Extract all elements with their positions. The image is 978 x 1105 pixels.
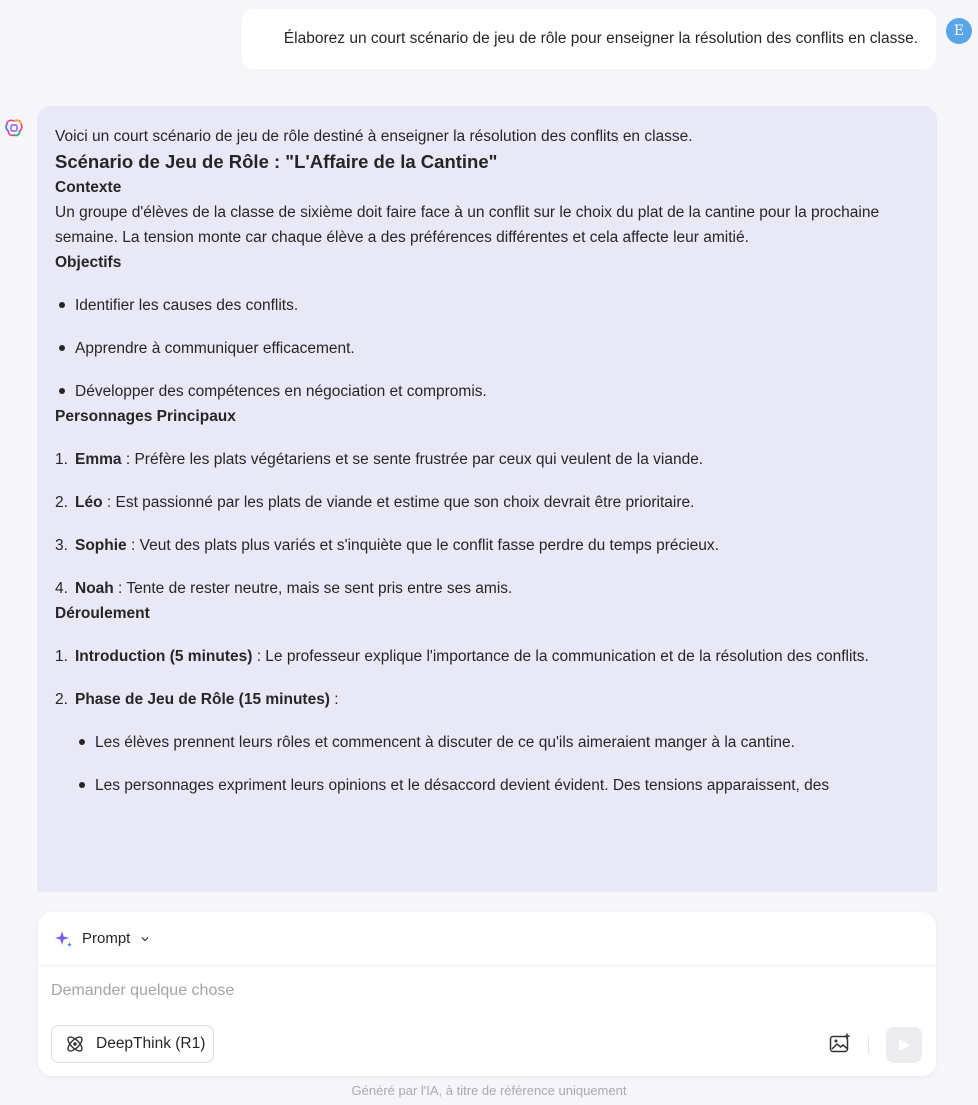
deroulement-heading: Déroulement [55,605,150,622]
list-item [55,447,919,472]
answer-title: Scénario de Jeu de Rôle : "L'Affaire de la Cantine" [55,151,498,172]
character-name: Emma [75,451,122,468]
character-desc: : Tente de rester neutre, mais se sent pris entre ses amis. [113,580,513,597]
character-name: Léo [75,494,103,511]
contexte-heading: Contexte [55,179,122,196]
list-number: 4. [55,580,68,597]
step-name: Introduction (5 minutes) [75,648,253,665]
step-desc: : Le professeur explique l'importance de la communication et de la résolution des conflits. [252,648,869,665]
chat-composer [38,912,936,1076]
character-desc: : Préfère les plats végétariens et se sente frustrée par ceux qui veulent de la viande. [121,451,704,468]
prompt-label: Prompt [82,930,131,947]
personnages-list [55,447,919,601]
user-avatar[interactable]: E [946,18,972,44]
list-item [55,576,919,601]
user-message-bubble [242,9,936,69]
prompt-dropdown-button[interactable] [54,929,150,949]
step-desc: : [329,691,339,708]
contexte-text: Un groupe d'élèves de la classe de sixième doit faire face à un conflit sur le choix du plat de la cantine pour la prochaine semaine. La tension monte car chaque élève a des préférences différentes et cela affecte leur amitié. [55,204,880,246]
objectifs-heading: Objectifs [55,254,122,271]
chevron-down-icon [140,934,150,944]
list-number: 3. [55,537,68,554]
character-name: Noah [75,580,114,597]
sparkle-icon [54,929,74,949]
assistant-logo-icon [5,119,23,137]
image-upload-icon[interactable] [828,1032,852,1056]
prompt-toolbar [38,912,936,966]
character-desc: : Veut des plats plus variés et s'inquiète que le conflit fasse perdre du temps précieux. [126,537,719,554]
list-item: Développer des compétences en négociation et compromis. [55,379,919,404]
list-item [55,490,919,515]
send-button[interactable] [886,1027,922,1063]
send-icon [896,1037,912,1053]
list-item: Apprendre à communiquer efficacement. [55,336,919,361]
user-message-row [0,9,978,71]
list-item [55,533,919,558]
atom-icon [64,1033,86,1055]
list-item: Les personnages expriment leurs opinions et le désaccord devient évident. Des tensions apparaissent, des [75,773,919,798]
character-name: Sophie [75,537,127,554]
list-item [55,644,919,669]
deepthink-label: DeepThink (R1) [96,1035,206,1052]
list-item: Identifier les causes des conflits. [55,293,919,318]
user-message-text: Élaborez un court scénario de jeu de rôle pour enseigner la résolution des conflits en classe. [283,30,918,47]
objectifs-list [55,293,919,404]
deepthink-button[interactable] [51,1025,214,1063]
message-input[interactable]: Demander quelque chose [51,982,235,999]
disclaimer-footer: Généré par l'IA, à titre de référence uniquement [351,1083,627,1098]
list-item: Les élèves prennent leurs rôles et commencent à discuter de ce qu'ils aimeraient manger à la cantine. [75,730,919,755]
toolbar-divider [868,1036,869,1054]
phase-sub-list [55,730,919,798]
list-number: 1. [55,648,68,665]
list-number: 2. [55,691,68,708]
list-item [55,687,919,798]
list-number: 2. [55,494,68,511]
deroulement-list [55,644,919,798]
list-number: 1. [55,451,68,468]
step-name: Phase de Jeu de Rôle (15 minutes) [75,691,330,708]
assistant-answer [37,106,937,892]
character-desc: : Est passionné par les plats de viande et estime que son choix devrait être prioritaire. [102,494,695,511]
answer-intro: Voici un court scénario de jeu de rôle destiné à enseigner la résolution des conflits en classe. [55,128,693,145]
personnages-heading: Personnages Principaux [55,408,236,425]
